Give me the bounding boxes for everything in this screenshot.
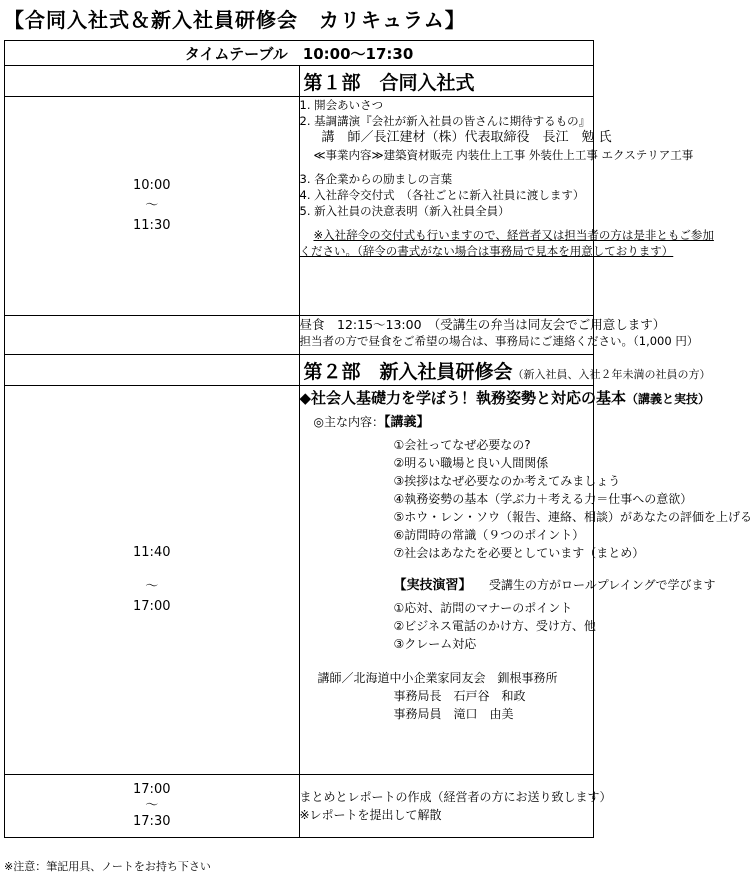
time-end: 11:30 — [133, 218, 171, 233]
business-description: ≪事業内容≫建築資材販売 内装仕上工事 外装仕上工事 エクステリア工事 — [313, 148, 694, 162]
part2-subtitle: （新入社員、入社２年未満の社員の方） — [512, 367, 711, 381]
lunch-line1: 昼食 12:15～13:00 （受講生の弁当は同友会でご用意します） — [299, 317, 666, 332]
time-start: 11:40 — [133, 545, 171, 560]
instructor-name: 事務局長 石戸谷 和政 — [393, 689, 526, 703]
lecture-item: ②明るい職場と良い人間関係 — [393, 456, 549, 470]
practice-item: ②ビジネス電話のかけ方、受け方、他 — [393, 619, 596, 633]
lunch-line2: 担当者の方で昼食をご希望の場合は、事務局にご連絡ください。（1,000 円） — [299, 334, 699, 348]
closing-line2: ※レポートを提出して解散 — [299, 808, 442, 822]
practice-item: ①応対、訪問のマナーのポイント — [393, 601, 573, 615]
program-item: 4. 入社辞令交付式 （各社ごとに新入社員に渡します） — [299, 188, 585, 202]
time-end: 17:00 — [133, 599, 171, 614]
part2-time — [5, 386, 300, 775]
lecture-label: 【講義】 — [383, 415, 430, 430]
seminar-headline-text: ◆社会人基礎力を学ぼう！執務姿勢と対応の基本 — [299, 389, 627, 407]
part2-title — [299, 355, 711, 386]
practice-heading — [300, 576, 716, 595]
instructor-line: 講師／北海道中小企業家同友会 釧根事務所 — [317, 671, 558, 685]
timetable-header: タイムテーブル 10:00～17:30 — [5, 41, 594, 66]
spacer — [300, 219, 594, 227]
time-separator: ～ — [145, 198, 159, 213]
practice-description: 受講生の方がロールプレイングで学びます — [489, 578, 716, 592]
program-item: 1. 開会あいさつ — [299, 98, 384, 112]
lecture-item: ④執務姿勢の基本（学ぶ力＋考える力＝仕事への意欲） — [393, 492, 693, 506]
closing-content — [299, 775, 612, 838]
time-cell-empty — [5, 66, 300, 97]
lecture-item: ⑦社会はあなたを必要としています（まとめ） — [393, 546, 645, 560]
time-separator: ～ — [145, 798, 159, 813]
part1-title: 第１部 合同入社式 — [299, 66, 594, 97]
time-cell-empty — [5, 355, 300, 386]
footer-note: ※注意：筆記用具、ノートをお持ち下さい — [4, 860, 211, 873]
seminar-headline — [299, 386, 711, 411]
seminar-headline-note: （講義と実技） — [626, 392, 711, 406]
part2-title-text: 第２部 新入社員研修会 — [303, 360, 513, 383]
closing-line1: まとめとレポートの作成（経営者の方にお送り致します） — [299, 790, 612, 804]
page-title: 【合同入社式＆新入社員研修会 カリキュラム】 — [4, 8, 466, 32]
ceremony-note-line2: ください。（辞令の書式がない場合は事務局で見本を用意しております） — [299, 244, 674, 258]
lunch-time-cell — [5, 316, 300, 355]
lecture-item: ⑥訪問時の常識（９つのポイント） — [393, 528, 585, 542]
part2-content — [299, 386, 752, 775]
contents-label: ◎主な内容： — [313, 415, 384, 429]
part1-content — [299, 97, 714, 316]
part1-time — [5, 97, 300, 316]
time-start: 10:00 — [133, 178, 171, 193]
practice-label: 【実技演習】 — [393, 578, 466, 593]
time-start: 17:00 — [133, 782, 171, 797]
ceremony-note-line1: ※入社辞令の交付式も行いますので、経営者又は担当者の方は是非ともご参加 — [313, 228, 714, 242]
lunch-content — [299, 316, 699, 355]
program-item: 3. 各企業からの励ましの言葉 — [299, 172, 453, 186]
instructor-name: 事務局員 滝口 由美 — [393, 707, 514, 721]
program-item: 5. 新入社員の決意表明（新入社員全員） — [299, 204, 510, 218]
time-end: 17:30 — [133, 814, 171, 829]
spacer — [300, 163, 594, 171]
schedule-table — [4, 40, 752, 838]
lecture-item: ③挨拶はなぜ必要なのか考えてみましょう — [393, 474, 621, 488]
lecture-item: ①会社ってなぜ必要なの? — [393, 438, 531, 452]
time-separator: ～ — [145, 579, 159, 594]
speaker-line: 講 師／長江建材（株）代表取締役 長江 勉 氏 — [321, 130, 612, 145]
program-item: 2. 基調講演『会社が新入社員の皆さんに期待するもの』 — [299, 114, 591, 128]
contents-heading — [300, 413, 594, 432]
lecture-item: ⑤ホウ・レン・ソウ（報告、連絡、相談）があなたの評価を上げる — [393, 510, 752, 524]
practice-item: ③クレーム対応 — [393, 637, 477, 651]
closing-time — [5, 775, 300, 838]
